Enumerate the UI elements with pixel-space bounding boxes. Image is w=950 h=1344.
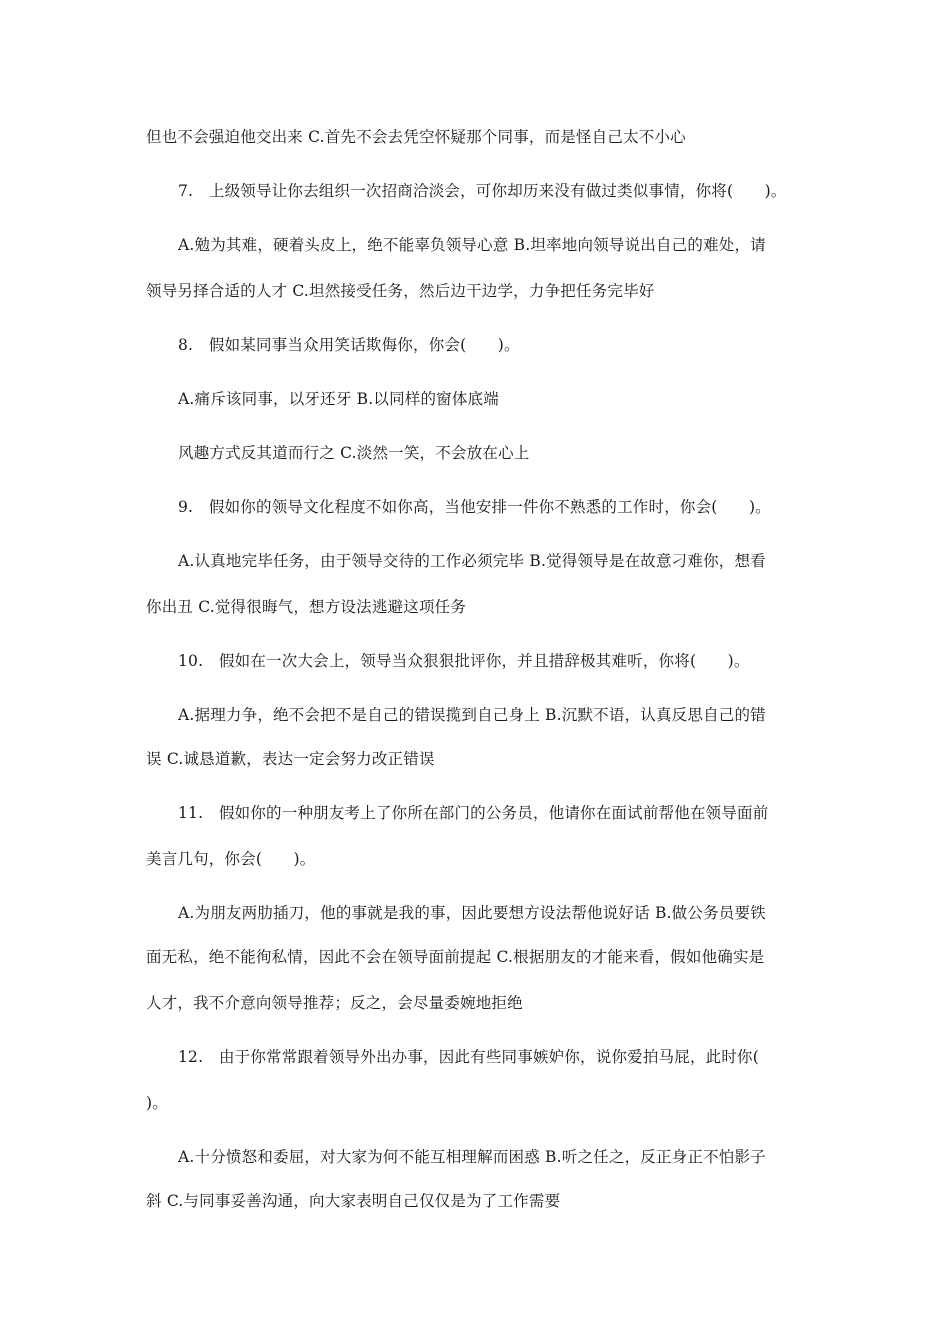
options-8-line-1: A.痛斥该同事，以牙还牙 B.以同样的窗体底端 bbox=[178, 390, 499, 408]
question-9: 9. 假如你的领导文化程度不如你高，当他安排一件你不熟悉的工作时，你会( )。 bbox=[178, 498, 771, 516]
question-11-line-1: 11. 假如你的一种朋友考上了你所在部门的公务员，他请你在面试前帮他在领导面前 bbox=[178, 804, 769, 822]
options-11-line-2: 面无私，绝不能徇私情，因此不会在领导面前提起 C.根据朋友的才能来看，假如他确实是 bbox=[146, 948, 765, 966]
question-8: 8. 假如某同事当众用笑话欺侮你，你会( )。 bbox=[178, 336, 520, 354]
text-line: 但也不会强迫他交出来 C.首先不会去凭空怀疑那个同事，而是怪自己太不小心 bbox=[146, 128, 686, 146]
options-8-line-2: 风趣方式反其道而行之 C.淡然一笑，不会放在心上 bbox=[178, 444, 530, 462]
options-9-line-1: A.认真地完毕任务，由于领导交待的工作必须完毕 B.觉得领导是在故意刁难你，想看 bbox=[178, 552, 766, 570]
options-10-line-2: 误 C.诚恳道歉，表达一定会努力改正错误 bbox=[146, 750, 435, 768]
options-10-line-1: A.据理力争，绝不会把不是自己的错误揽到自己身上 B.沉默不语，认真反思自己的错 bbox=[178, 706, 766, 724]
question-12-line-1: 12. 由于你常常跟着领导外出办事，因此有些同事嫉妒你，说你爱拍马屁，此时你( bbox=[178, 1048, 759, 1066]
question-10: 10. 假如在一次大会上，领导当众狠狠批评你，并且措辞极其难听，你将( )。 bbox=[178, 652, 750, 670]
options-12-line-2: 斜 C.与同事妥善沟通，向大家表明自己仅仅是为了工作需要 bbox=[146, 1192, 561, 1210]
options-12-line-1: A.十分愤怒和委屈，对大家为何不能互相理解而困惑 B.听之任之，反正身正不怕影子 bbox=[178, 1148, 766, 1166]
options-11-line-1: A.为朋友两肋插刀，他的事就是我的事，因此要想方设法帮他说好话 B.做公务员要铁 bbox=[178, 904, 766, 922]
question-7: 7. 上级领导让你去组织一次招商洽淡会，可你却历来没有做过类似事情，你将( )。 bbox=[178, 182, 787, 200]
options-9-line-2: 你出丑 C.觉得很晦气，想方设法逃避这项任务 bbox=[146, 598, 467, 616]
options-7-line-2: 领导另择合适的人才 C.坦然接受任务，然后边干边学，力争把任务完毕好 bbox=[146, 282, 655, 300]
options-7-line-1: A.勉为其难，硬着头皮上，绝不能辜负领导心意 B.坦率地向领导说出自己的难处，请 bbox=[178, 236, 766, 254]
options-11-line-3: 人才，我不介意向领导推荐；反之，会尽量委婉地拒绝 bbox=[146, 994, 523, 1012]
question-11-line-2: 美言几句，你会( )。 bbox=[146, 850, 316, 868]
question-12-line-2: )。 bbox=[146, 1094, 168, 1112]
